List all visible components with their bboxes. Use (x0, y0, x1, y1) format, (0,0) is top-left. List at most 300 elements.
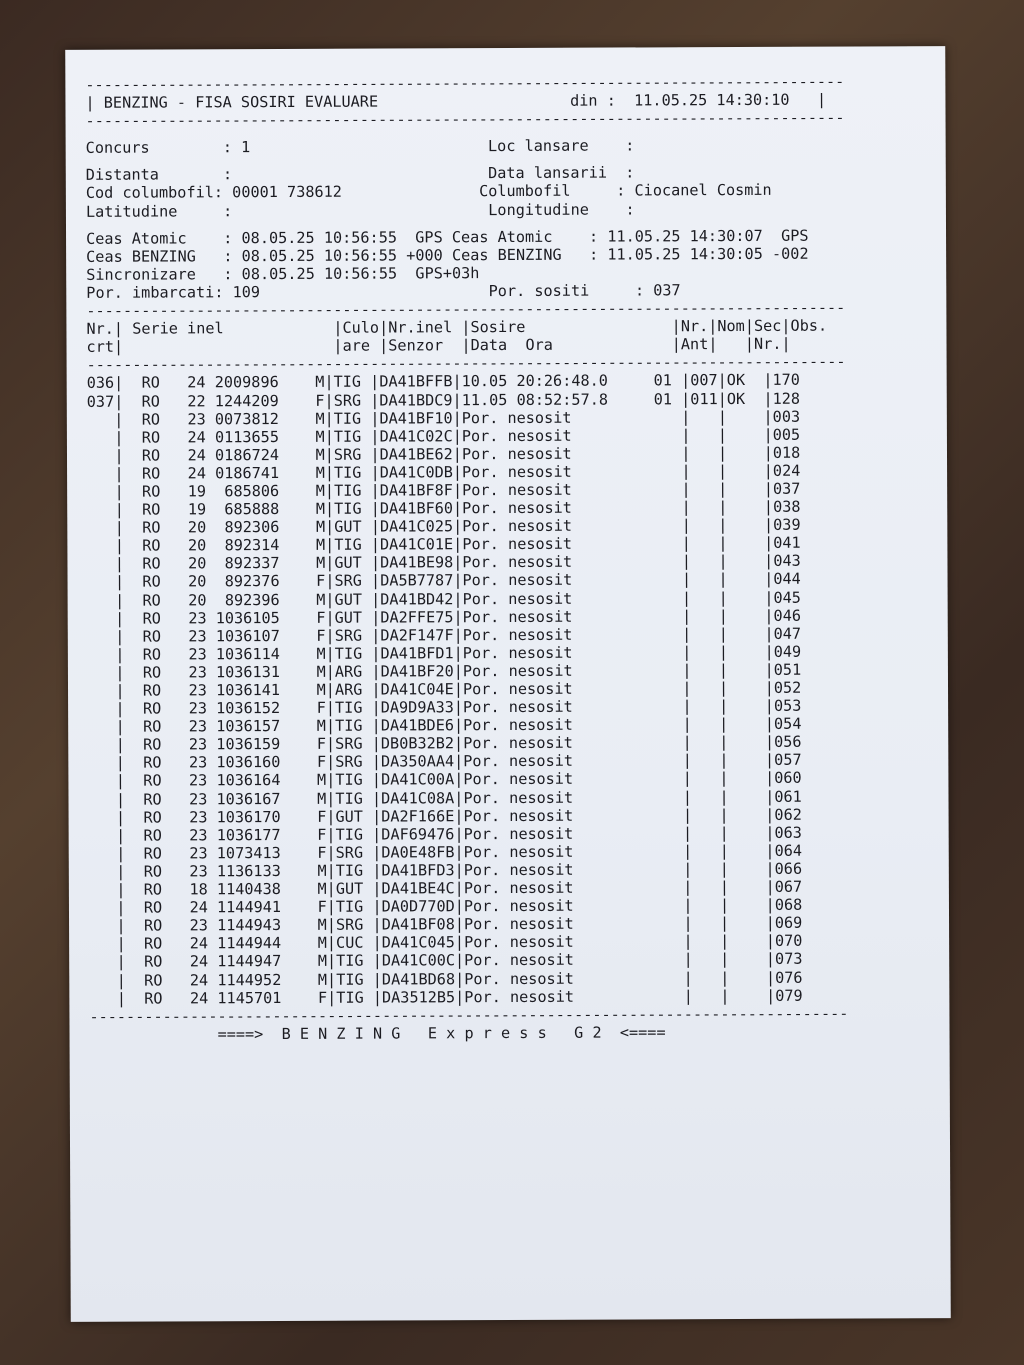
cell-year: 24 (162, 934, 209, 953)
cell-color: ARG | (334, 662, 381, 681)
cell-nr-crt: | (87, 591, 125, 610)
cell-color: TIG | (335, 825, 382, 844)
cell-nr-crt: | (88, 754, 125, 773)
cell-arrival: Por. nesosit (463, 842, 638, 862)
cell-nom: | (691, 715, 729, 734)
info-row-distanta: Distanta : Data lansarii : (85, 163, 644, 185)
cell-sex: F| (279, 608, 335, 627)
sincronizare-value: 08.05.25 10:56:55 (241, 264, 398, 284)
columbofil-value: Ciocanel Cosmin (634, 181, 772, 200)
cell-arrival: Por. nesosit (463, 860, 638, 880)
cell-sec: | (729, 968, 776, 987)
cell-sex: M| (281, 952, 337, 971)
cell-country: RO (124, 717, 162, 736)
cell-arrival: Por. nesosit (462, 552, 637, 572)
cell-arrival: 11.05 08:52:57.8 (461, 389, 636, 409)
cell-sec: | (727, 497, 774, 517)
cell-color: TIG | (334, 481, 380, 500)
cell-sec: | (728, 769, 775, 788)
cell-ant: | (637, 823, 693, 843)
cell-arrival: Por. nesosit (462, 570, 637, 590)
cell-ant: | (636, 751, 692, 770)
cell-country: RO (124, 609, 161, 628)
cell-sec: | (727, 534, 774, 553)
cell-color: TIG | (334, 698, 381, 717)
cell-color: ARG | (334, 680, 381, 699)
cell-nom: | (691, 679, 729, 698)
cell-arrival: Por. nesosit (462, 697, 637, 717)
cell-obs: 049 (773, 642, 802, 661)
cell-nom: | (692, 859, 729, 879)
cell-sensor: DA41BF60| (379, 499, 463, 518)
cell-ring: 685806 (205, 481, 280, 501)
cell-country: RO (124, 681, 162, 700)
cell-year: 23 (161, 699, 208, 718)
cell-sensor: DA41BF8F| (379, 481, 463, 500)
cell-ant: | (635, 425, 691, 445)
por-imbarcati-label: Por. imbarcati (86, 283, 215, 302)
cell-ring: 892376 (206, 572, 280, 591)
cell-sensor: DAF69476| (381, 824, 464, 844)
cell-obs: 170 (772, 371, 800, 390)
cell-country: RO (124, 699, 162, 718)
cell-obs: 076 (775, 968, 803, 987)
cell-ring: 892337 (206, 554, 280, 573)
cell-nr-crt: | (88, 772, 126, 791)
cell-sex: M| (281, 915, 336, 935)
cell-sensor: DA41BDC9| (379, 390, 462, 410)
cell-country: RO (123, 536, 161, 555)
cell-year: 24 (162, 970, 209, 990)
cell-color: TIG | (335, 861, 382, 880)
concurs-value: 1 (241, 138, 251, 157)
ceas-atomic-end: 11.05.25 14:30:07 (607, 226, 763, 246)
cell-ring: 685888 (206, 500, 280, 519)
cell-nom: 011| (690, 389, 727, 408)
cell-nr-crt: | (86, 410, 124, 429)
cell-obs: 128 (772, 389, 801, 408)
cell-ant: | (636, 534, 691, 553)
cell-sensor: DA41BD68| (381, 969, 465, 989)
cell-nom: | (691, 660, 729, 680)
cod-columbofil-value: 00001 738612 (232, 183, 342, 202)
cell-year: 23 (159, 409, 206, 429)
cell-year: 24 (160, 428, 206, 447)
cell-sensor: DA3512B5| (381, 987, 465, 1007)
cell-country: RO (123, 500, 161, 519)
cell-ring: 1144941 (207, 898, 282, 917)
cell-arrival: Por. nesosit (464, 968, 638, 988)
cell-nr-crt: | (89, 989, 126, 1008)
cell-nr-crt: | (87, 645, 125, 664)
cell-color: SRG | (333, 391, 380, 410)
cell-ring: 1036164 (207, 771, 281, 790)
cell-sensor: DA9D9A33| (380, 698, 464, 717)
cell-ring: 892306 (206, 518, 280, 537)
cell-nom: | (692, 841, 729, 861)
cell-color: SRG | (334, 571, 381, 591)
cell-sex: F| (280, 735, 336, 754)
cell-sex: M| (279, 499, 335, 519)
cell-sec: | (727, 606, 774, 625)
cell-ring: 1145701 (208, 988, 282, 1007)
cell-ant: | (636, 661, 692, 680)
cell-obs: 063 (774, 823, 802, 842)
cell-arrival: Por. nesosit (463, 788, 638, 807)
cell-sensor: DA41BFD1| (380, 644, 463, 663)
cell-ant: | (636, 624, 692, 644)
cell-nom: | (692, 950, 730, 969)
cell-color: TIG | (333, 372, 380, 392)
cell-country: RO (125, 916, 163, 935)
cell-nom: 007| (690, 371, 727, 390)
latitudine-label: Latitudine (85, 202, 178, 221)
cell-ring: 1036160 (207, 753, 281, 772)
clock-row-benzing: Ceas BENZING : 08.05.25 10:56:55 +000 Ceas BENZING : 11.05.25 14:30:05 -002 (86, 244, 809, 266)
cell-ant: 01 | (635, 371, 691, 390)
cell-sex: F| (280, 897, 336, 917)
cell-sensor: DA2F166E| (381, 806, 464, 826)
cell-ant: | (636, 570, 692, 589)
info-row-concurs: Concurs : 1 Loc lansare : (85, 136, 644, 158)
cell-ant: | (636, 606, 692, 626)
cell-sec: | (729, 932, 775, 951)
cell-year: 20 (160, 572, 207, 591)
ceas-benzing-end-diff: -002 (771, 244, 809, 263)
cell-sec: | (728, 696, 774, 716)
cell-sec: | (729, 986, 776, 1005)
columbofil-label: Columbofil (479, 182, 571, 201)
cell-sec: | (729, 914, 775, 933)
cell-nr-crt: | (87, 681, 125, 700)
cell-sec: | (728, 751, 775, 770)
cell-nr-crt: | (89, 953, 126, 972)
cell-ant: | (637, 986, 693, 1006)
report-body (85, 73, 848, 1044)
cell-sensor: DA41BE98| (380, 553, 463, 572)
header-col-sec-2: Nr.| (753, 334, 791, 354)
clock-row-sincronizare: Sincronizare : 08.05.25 10:56:55 GPS+03h (86, 263, 480, 284)
cell-arrival: Por. nesosit (462, 643, 637, 663)
cell-sec: | (726, 425, 773, 444)
header-col-nr-1: Nr.| (86, 319, 124, 338)
cell-color: TIG | (336, 970, 382, 989)
cell-country: RO (124, 663, 162, 682)
cell-sensor: DA41C01E| (379, 535, 463, 554)
cell-sec: | (728, 859, 775, 878)
cell-color: TIG | (333, 463, 380, 482)
cell-sex: F| (280, 698, 336, 718)
cell-sex: M| (280, 879, 336, 899)
ceas-atomic-start: 08.05.25 10:56:55 (241, 228, 398, 247)
cell-sex: F| (281, 988, 337, 1007)
cell-ring: 1036159 (207, 735, 281, 754)
cell-sex: M| (279, 536, 335, 555)
cell-sex: M| (278, 445, 334, 464)
header-col-serie-1: Serie inel | (122, 318, 343, 338)
cell-obs: 044 (773, 570, 801, 589)
cell-nr-crt: | (89, 971, 126, 990)
report-datetime: 11.05.25 14:30:10 (634, 90, 790, 110)
cell-country: RO (125, 989, 163, 1008)
cell-ring: 1036152 (206, 699, 281, 718)
cell-nr-crt: | (87, 518, 124, 537)
cell-ring: 0113655 (205, 427, 279, 447)
longitudine-label: Longitudine (488, 200, 589, 219)
cell-obs: 037 (772, 479, 801, 498)
cell-year: 24 (162, 988, 209, 1008)
cell-color: SRG | (335, 752, 382, 772)
cell-sex: M| (281, 970, 337, 989)
cell-ant: | (635, 443, 691, 463)
cell-sensor: DA41C02C| (379, 426, 462, 446)
table-header-rule: ----------------------------------------------------------------------------------- (86, 352, 846, 375)
cell-country: RO (125, 971, 163, 990)
cell-sensor: DA0D770D| (381, 897, 464, 916)
cell-ant: | (636, 715, 692, 734)
cell-sensor: DA41BE62| (379, 444, 462, 464)
cell-sensor: DA41BD42| (380, 589, 463, 609)
cell-sec: | (727, 570, 774, 589)
cell-sec: | (728, 841, 775, 860)
ceas-atomic-label: Ceas Atomic (86, 229, 187, 248)
cell-country: RO (125, 898, 163, 917)
cell-ant: | (635, 480, 691, 499)
cell-ant: | (637, 787, 693, 806)
cell-year: 20 (160, 518, 207, 537)
cell-obs: 057 (774, 751, 802, 770)
cell-ring: 1036131 (206, 662, 281, 682)
cell-ring: 2009896 (205, 373, 279, 392)
cell-sec: | (726, 407, 773, 426)
cell-color: CUC | (335, 933, 382, 953)
cell-nom: | (692, 823, 729, 842)
cell-ring: 1140438 (207, 880, 281, 899)
header-col-culoare-2: are | (342, 336, 389, 355)
cell-sex: F| (280, 825, 336, 844)
cell-sec: | (728, 823, 775, 842)
cell-country: RO (123, 446, 161, 465)
cell-sex: M| (278, 373, 334, 392)
cod-columbofil-label: Cod columbofil (85, 183, 214, 203)
ceas-atomic-end-src: GPS (781, 226, 809, 245)
ceas-benzing-start: 08.05.25 10:56:55 (241, 246, 398, 265)
cell-country: RO (125, 844, 162, 863)
cell-arrival: Por. nesosit (462, 661, 637, 681)
header-col-serie-2: | (123, 336, 343, 356)
cell-color: TIG | (334, 644, 381, 663)
cell-nr-crt: | (88, 699, 125, 718)
cell-arrival: Por. nesosit (461, 444, 636, 463)
cell-sec: OK | (726, 389, 773, 408)
cell-year: 23 (161, 735, 208, 754)
cell-ring: 1036105 (206, 608, 280, 627)
report-title: BENZING - FISA SOSIRI EVALUARE (103, 92, 379, 112)
cell-arrival: Por. nesosit (463, 896, 638, 916)
cell-ant: | (636, 588, 692, 607)
cell-country: RO (123, 464, 161, 483)
data-lansarii-label: Data lansarii (488, 163, 608, 183)
cell-nom: | (690, 552, 728, 571)
cell-color: SRG | (335, 734, 381, 754)
cell-ant: | (637, 842, 693, 861)
cell-arrival: Por. nesosit (461, 426, 636, 445)
cell-nr-crt: | (87, 609, 125, 628)
cell-year: 23 (161, 807, 208, 827)
cell-ant: | (636, 697, 692, 716)
cell-year: 23 (161, 663, 207, 682)
cell-year: 20 (160, 554, 207, 573)
cell-color: TIG | (335, 789, 382, 808)
cell-color: TIG | (334, 499, 380, 518)
cell-nom: | (692, 968, 730, 987)
cell-sex: M| (280, 861, 336, 880)
cell-year: 23 (161, 844, 208, 863)
cell-sex: M| (278, 409, 334, 428)
cell-arrival: Por. nesosit (463, 715, 637, 735)
cell-ring: 1036167 (207, 789, 281, 808)
cell-obs: 073 (774, 950, 803, 969)
cell-obs: 052 (773, 678, 802, 697)
cell-ant: | (637, 805, 693, 825)
cell-arrival: Por. nesosit (461, 462, 636, 482)
footer-text: ====> B E N Z I N G E x p r e s s G 2 <==== (217, 1023, 666, 1044)
cell-ant: | (637, 878, 693, 897)
cell-year: 24 (160, 446, 206, 465)
cell-color: TIG | (334, 535, 381, 555)
cell-country: RO (124, 572, 161, 592)
cell-arrival: Por. nesosit (462, 516, 637, 536)
cell-nom: | (690, 461, 728, 481)
cell-ant: | (637, 860, 693, 879)
cell-sec: | (728, 787, 775, 806)
cell-ant: | (636, 643, 692, 662)
cell-sec: | (728, 733, 775, 752)
cell-obs: 067 (774, 877, 803, 896)
cell-nom: | (691, 606, 728, 625)
header-col-obs-1: Obs. (790, 316, 828, 335)
cell-sex: F| (279, 626, 335, 645)
cell-ant: 01 | (635, 389, 691, 408)
cell-color: TIG | (333, 409, 380, 428)
por-sositi-label: Por. sositi (488, 281, 590, 301)
cell-sex: F| (278, 391, 334, 410)
cell-country: RO (123, 518, 161, 537)
table-top-rule: ----------------------------------------------------------------------------------- (86, 298, 846, 320)
cell-sex: M| (279, 481, 335, 500)
cell-nom: | (690, 534, 728, 553)
cell-year: 23 (161, 717, 208, 736)
cell-arrival: Por. nesosit (464, 950, 638, 970)
header-col-ant-2: Ant| (680, 335, 718, 354)
cell-sec: | (728, 715, 775, 734)
cell-country: RO (124, 627, 161, 646)
cell-color: SRG | (335, 843, 382, 862)
cell-ant: | (637, 914, 693, 933)
cell-country: RO (125, 790, 162, 809)
cell-obs: 039 (773, 515, 801, 534)
cell-color: SRG | (334, 626, 381, 645)
cell-arrival: Por. nesosit (462, 534, 637, 554)
cell-ring: 0186741 (205, 463, 280, 483)
header-rule: ----------------------------------------------------------------------------------- (85, 108, 845, 131)
por-imbarcati-value: 109 (232, 283, 261, 302)
cell-country: RO (124, 735, 162, 754)
cell-sex: M| (279, 463, 335, 482)
cell-year: 23 (160, 627, 207, 646)
cell-nr-crt: | (88, 898, 126, 917)
cell-obs: 005 (772, 425, 801, 444)
cell-arrival: Por. nesosit (462, 625, 637, 644)
cell-nom: | (692, 986, 730, 1005)
cell-ring: 1244209 (205, 391, 279, 410)
cell-sensor: DA41BFFB| (379, 372, 462, 391)
cell-ant: | (635, 462, 691, 481)
cell-sensor: DA41BF20| (380, 662, 463, 681)
ceas-benzing-start-diff: +000 (406, 246, 443, 265)
cell-nr-crt: | (88, 880, 126, 899)
cell-sensor: DA41C025| (379, 517, 463, 536)
cell-sensor: DA41C045| (381, 933, 465, 952)
cell-color: TIG | (335, 716, 381, 735)
cell-nom: | (691, 733, 729, 752)
cell-ring: 892396 (206, 590, 280, 609)
cell-year: 19 (160, 500, 207, 519)
cell-nom: | (690, 443, 728, 462)
cell-obs: 003 (772, 407, 801, 426)
cell-nom: | (691, 787, 729, 806)
cell-obs: 038 (773, 497, 801, 516)
cell-year: 20 (160, 590, 207, 610)
footer-banner (89, 1022, 848, 1043)
cell-sensor: DA41BFD3| (381, 861, 464, 880)
cell-sensor: DA41BDE6| (380, 716, 464, 735)
cell-sec: | (727, 461, 773, 480)
cell-arrival: Por. nesosit (462, 480, 636, 500)
cell-sec: | (727, 624, 774, 643)
cell-ring: 1036141 (206, 680, 281, 700)
cell-nr-crt: | (88, 808, 126, 827)
distanta-label: Distanta (85, 165, 159, 185)
cell-year: 23 (160, 608, 207, 628)
cell-nom: | (692, 878, 730, 897)
cell-obs: 018 (772, 443, 801, 462)
cell-sec: | (729, 895, 775, 915)
cell-country: RO (124, 591, 161, 610)
cell-ant: | (637, 769, 692, 788)
cell-obs: 043 (773, 552, 801, 571)
cell-color: GUT | (334, 553, 381, 573)
cell-ring: 1144943 (207, 916, 282, 935)
cell-country: RO (123, 392, 160, 411)
cell-sex: M| (280, 771, 336, 790)
cell-arrival: 10.05 20:26:48.0 (461, 371, 636, 391)
cell-nom: | (690, 480, 728, 499)
cell-color: GUT | (335, 879, 382, 898)
cell-nr-crt: | (87, 627, 125, 646)
cell-obs: 045 (773, 588, 801, 607)
cell-color: GUT | (334, 608, 381, 627)
arrivals-table (87, 371, 849, 1008)
cell-nom: | (692, 896, 730, 915)
cell-sensor: DA41C04E| (380, 680, 463, 699)
cell-nr-crt: | (87, 555, 125, 574)
cell-obs: 070 (774, 932, 803, 951)
cell-ring: 1144947 (208, 952, 282, 971)
clock-row-atomic: Ceas Atomic : 08.05.25 10:56:55 GPS Ceas Atomic : 11.05.25 14:30:07 GPS (86, 226, 809, 248)
cell-arrival: Por. nesosit (463, 769, 638, 789)
cell-sensor: DB0B32B2| (380, 734, 464, 753)
